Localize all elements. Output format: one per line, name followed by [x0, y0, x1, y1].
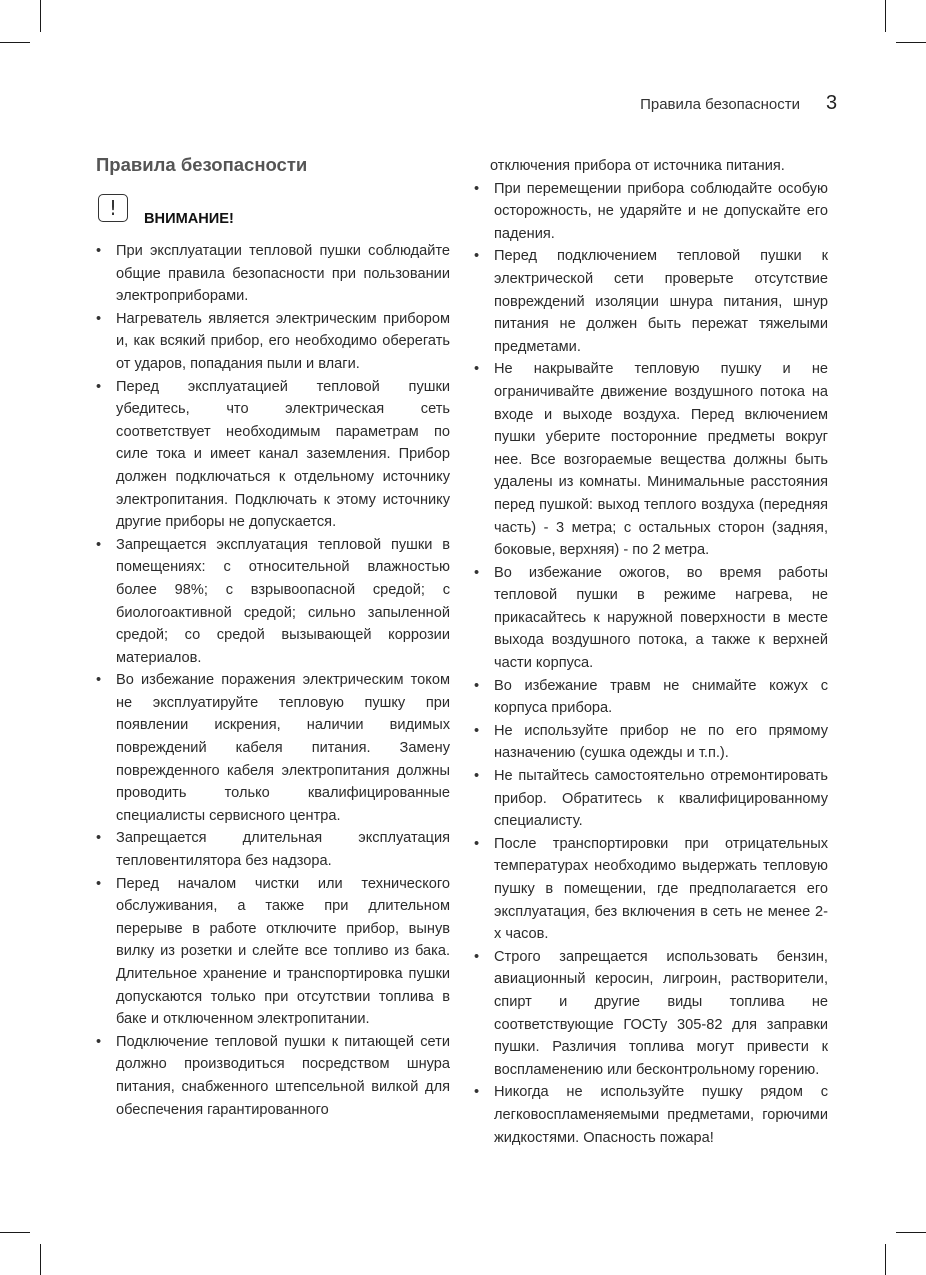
list-item: • Никогда не используйте пушку рядом с легковоспламеняемыми предметами, горючими жидкостями. Опасность пожара! — [474, 1081, 828, 1149]
list-item: • Во избежание ожогов, во время работы тепловой пушки в режиме нагрева, не прикасайтесь к наружной поверхности в месте выхода воздушного потока, а также к верхней части корпуса. — [474, 562, 828, 675]
list-item: • Подключение тепловой пушки к питающей сети должно производиться посредством шнура питания, снабженного штепсельной вилкой для обеспечения гарантированного — [96, 1031, 450, 1121]
warning-icon: ! — [98, 194, 128, 222]
list-item: • Запрещается длительная эксплуатация тепловентилятора без надзора. — [96, 827, 450, 872]
crop-mark — [896, 42, 926, 43]
crop-mark — [896, 1232, 926, 1233]
crop-mark — [0, 42, 30, 43]
list-item: • При эксплуатации тепловой пушки соблюдайте общие правила безопасности при пользовании электроприборами. — [96, 240, 450, 308]
list-item: • Не накрывайте тепловую пушку и не ограничивайте движение воздушного потока на входе и выходе воздуха. Перед включением пушки уберите посторонние предметы вокруг нее. Все возгораемые вещества должны быть удалены из комнаты. Минимальные расстояния перед пушкой: выход теплого воздуха (передняя часть) - 3 метра; с остальных сторон (задняя, боковые, верхняя) - по 2 метра. — [474, 358, 828, 561]
right-column — [474, 155, 828, 1149]
crop-mark — [885, 1244, 886, 1275]
list-item: • Не пытайтесь самостоятельно отремонтировать прибор. Обратитесь к квалифицированному специалисту. — [474, 765, 828, 833]
list-item: • При перемещении прибора соблюдайте особую осторожность, не ударяйте и не допускайте его падения. — [474, 178, 828, 246]
list-item: • Перед началом чистки или технического обслуживания, а также при длительном перерыве в работе отключите прибор, вынув вилку из розетки и слейте все топливо из бака. Длительное хранение и транспортировка пушки допускаются только при отсутствии топлива в баке и отключенном электропитании. — [96, 873, 450, 1031]
warning-label: ВНИМАНИЕ! — [144, 211, 234, 227]
left-column — [96, 154, 450, 1121]
running-header-title: Правила безопасности — [640, 96, 800, 113]
section-title: Правила безопасности — [96, 154, 308, 175]
list-item: • Во избежание травм не снимайте кожух с корпуса прибора. — [474, 675, 828, 720]
crop-mark — [40, 0, 41, 32]
list-item: • Строго запрещается использовать бензин, авиационный керосин, лигроин, растворители, спирт и другие виды топлива не соответствующие ГОСТу 305-82 для заправки пушки. Различия топлива могут привести к воспламенению или бесконтрольному горению. — [474, 946, 828, 1082]
list-item: • Перед подключением тепловой пушки к электрической сети проверьте отсутствие повреждений изоляции шнура питания, шнур питания не должен быть пережат тяжелыми предметами. — [474, 245, 828, 358]
list-item: • Перед эксплуатацией тепловой пушки убедитесь, что электрическая сеть соответствует необходимым параметрам по силе тока и имеет канал заземления. Прибор должен подключаться к отдельному источнику электропитания. Подключать к этому источнику другие приборы не допускается. — [96, 376, 450, 534]
crop-mark — [0, 1232, 30, 1233]
left-list — [96, 240, 450, 1121]
warning-block — [96, 194, 450, 234]
list-item: • Нагреватель является электрическим прибором и, как всякий прибор, его необходимо оберегать от ударов, попадания пыли и влаги. — [96, 308, 450, 376]
list-item: • После транспортировки при отрицательных температурах необходимо выдержать тепловую пушку в помещении, где предполагается его эксплуатация, без включения в сеть не менее 2-х часов. — [474, 833, 828, 946]
crop-mark — [885, 0, 886, 32]
list-item: • Во избежание поражения электрическим током не эксплуатируйте тепловую пушку при появлении искрения, наличии видимых повреждений кабеля питания. Замену поврежденного кабеля электропитания должны проводить только квалифицированные специалисты сервисного центра. — [96, 669, 450, 827]
right-list — [474, 178, 828, 1150]
page-number: 3 — [826, 92, 838, 114]
list-item: • Запрещается эксплуатация тепловой пушки в помещениях: с относительной влажностью более 98%; с взрывоопасной средой; с биологоактивной средой; сильно запыленной средой; со средой вызывающей коррозии материалов. — [96, 534, 450, 670]
continued-text: отключения прибора от источника питания. — [490, 158, 785, 174]
crop-mark — [40, 1244, 41, 1275]
list-item: • Не используйте прибор не по его прямому назначению (сушка одежды и т.п.). — [474, 720, 828, 765]
